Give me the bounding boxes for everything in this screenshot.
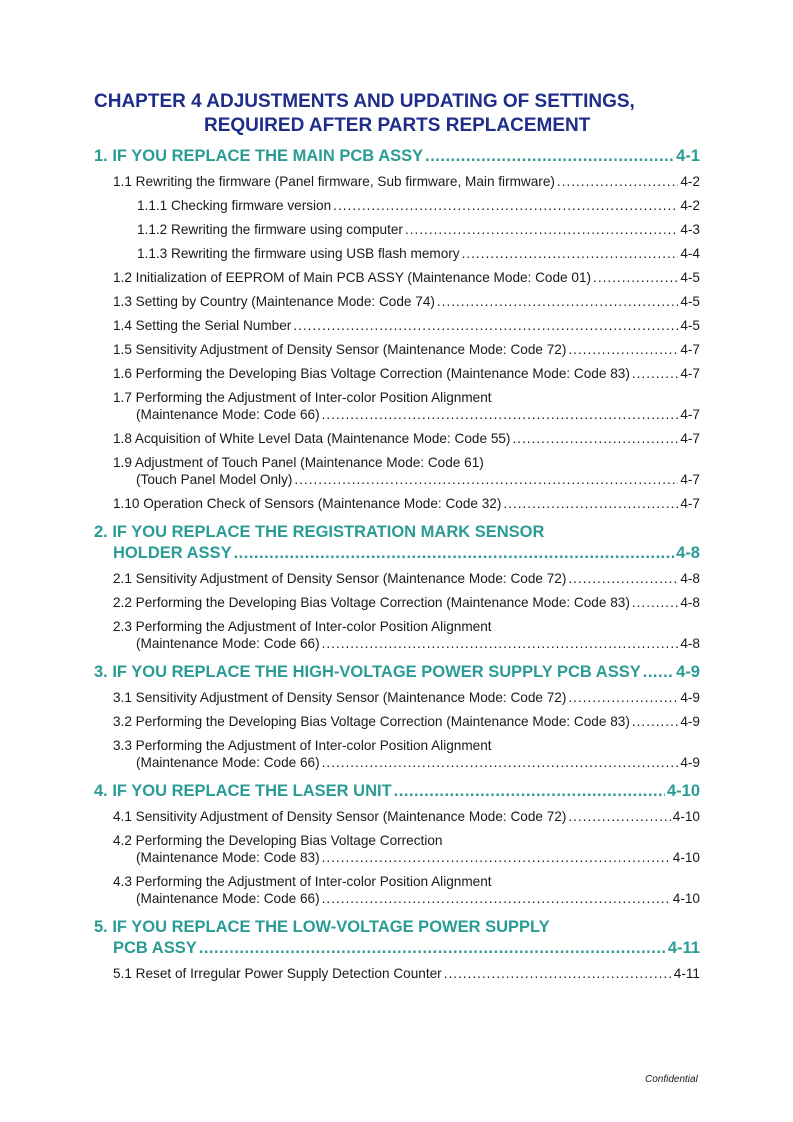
toc-entry[interactable]: 5.1 Reset of Irregular Power Supply Detection Counter ..... 4-11 bbox=[94, 965, 700, 982]
toc-entry-multiline[interactable]: 1.9 Adjustment of Touch Panel (Maintenance Mode: Code 61) (Touch Panel Model Only) ..... 4-7 bbox=[94, 454, 700, 488]
chapter-title bbox=[94, 90, 714, 138]
toc-entry[interactable]: 1.4 Setting the Serial Number ..... 4-5 bbox=[94, 317, 700, 334]
chapter-title-line1: CHAPTER 4 ADJUSTMENTS AND UPDATING OF SETTINGS, bbox=[94, 91, 635, 112]
table-of-contents bbox=[94, 146, 700, 982]
toc-section-2 bbox=[94, 522, 700, 652]
toc-section-heading[interactable]: 4. IF YOU REPLACE THE LASER UNIT ..... 4-10 bbox=[94, 781, 700, 802]
toc-entry-multiline[interactable]: 4.2 Performing the Developing Bias Voltage Correction (Maintenance Mode: Code 83) ..... 4-10 bbox=[94, 832, 700, 866]
toc-section-3 bbox=[94, 662, 700, 771]
toc-entry[interactable]: 4.1 Sensitivity Adjustment of Density Sensor (Maintenance Mode: Code 72) ..... 4-10 bbox=[94, 808, 700, 825]
toc-section-heading-line1[interactable]: 5. IF YOU REPLACE THE LOW-VOLTAGE POWER SUPPLY bbox=[94, 918, 550, 936]
toc-entry-multiline[interactable]: 1.7 Performing the Adjustment of Inter-color Position Alignment (Maintenance Mode: Code 66) ..... 4-7 bbox=[94, 389, 700, 423]
toc-entry[interactable]: 1.1.1 Checking firmware version ..... 4-2 bbox=[94, 197, 700, 214]
toc-section-heading[interactable]: 3. IF YOU REPLACE THE HIGH-VOLTAGE POWER SUPPLY PCB ASSY ..... 4-9 bbox=[94, 662, 700, 683]
toc-section-heading[interactable]: HOLDER ASSY ..... 4-8 bbox=[94, 543, 700, 564]
toc-entry[interactable]: 1.5 Sensitivity Adjustment of Density Sensor (Maintenance Mode: Code 72) ..... 4-7 bbox=[94, 341, 700, 358]
toc-entry-multiline[interactable]: 4.3 Performing the Adjustment of Inter-color Position Alignment (Maintenance Mode: Code 66) ..... 4-10 bbox=[94, 873, 700, 907]
toc-entry[interactable]: 1.1 Rewriting the firmware (Panel firmware, Sub firmware, Main firmware) ..... 4-2 bbox=[94, 173, 700, 190]
toc-section-heading-line1[interactable]: 2. IF YOU REPLACE THE REGISTRATION MARK SENSOR bbox=[94, 523, 545, 541]
toc-entry[interactable]: 1.10 Operation Check of Sensors (Maintenance Mode: Code 32) ..... 4-7 bbox=[94, 495, 700, 512]
chapter-title-line2: REQUIRED AFTER PARTS REPLACEMENT bbox=[204, 115, 591, 136]
toc-entry[interactable]: 3.2 Performing the Developing Bias Voltage Correction (Maintenance Mode: Code 83) ..... 4-9 bbox=[94, 713, 700, 730]
toc-entry[interactable]: 2.2 Performing the Developing Bias Voltage Correction (Maintenance Mode: Code 83) ..... 4-8 bbox=[94, 594, 700, 611]
confidential-footer: Confidential bbox=[645, 1074, 698, 1085]
toc-section-heading[interactable]: PCB ASSY ..... 4-11 bbox=[94, 938, 700, 959]
toc-entry[interactable]: 1.1.3 Rewriting the firmware using USB flash memory ..... 4-4 bbox=[94, 245, 700, 262]
toc-entry[interactable]: 1.1.2 Rewriting the firmware using computer ..... 4-3 bbox=[94, 221, 700, 238]
toc-entry[interactable]: 1.8 Acquisition of White Level Data (Maintenance Mode: Code 55) ..... 4-7 bbox=[94, 430, 700, 447]
toc-section-5 bbox=[94, 917, 700, 982]
toc-entry[interactable]: 3.1 Sensitivity Adjustment of Density Sensor (Maintenance Mode: Code 72) ..... 4-9 bbox=[94, 689, 700, 706]
toc-entry[interactable]: 1.6 Performing the Developing Bias Voltage Correction (Maintenance Mode: Code 83) ..... 4-7 bbox=[94, 365, 700, 382]
toc-section-4 bbox=[94, 781, 700, 907]
toc-section-1 bbox=[94, 146, 700, 512]
toc-entry-multiline[interactable]: 3.3 Performing the Adjustment of Inter-color Position Alignment (Maintenance Mode: Code 66) ..... 4-9 bbox=[94, 737, 700, 771]
toc-entry[interactable]: 2.1 Sensitivity Adjustment of Density Sensor (Maintenance Mode: Code 72) ..... 4-8 bbox=[94, 570, 700, 587]
toc-entry[interactable]: 1.2 Initialization of EEPROM of Main PCB ASSY (Maintenance Mode: Code 01) ..... 4-5 bbox=[94, 269, 700, 286]
toc-section-heading[interactable]: 1. IF YOU REPLACE THE MAIN PCB ASSY ..... 4-1 bbox=[94, 146, 700, 167]
toc-entry[interactable]: 1.3 Setting by Country (Maintenance Mode: Code 74) ..... 4-5 bbox=[94, 293, 700, 310]
toc-entry-multiline[interactable]: 2.3 Performing the Adjustment of Inter-color Position Alignment (Maintenance Mode: Code 66) ..... 4-8 bbox=[94, 618, 700, 652]
